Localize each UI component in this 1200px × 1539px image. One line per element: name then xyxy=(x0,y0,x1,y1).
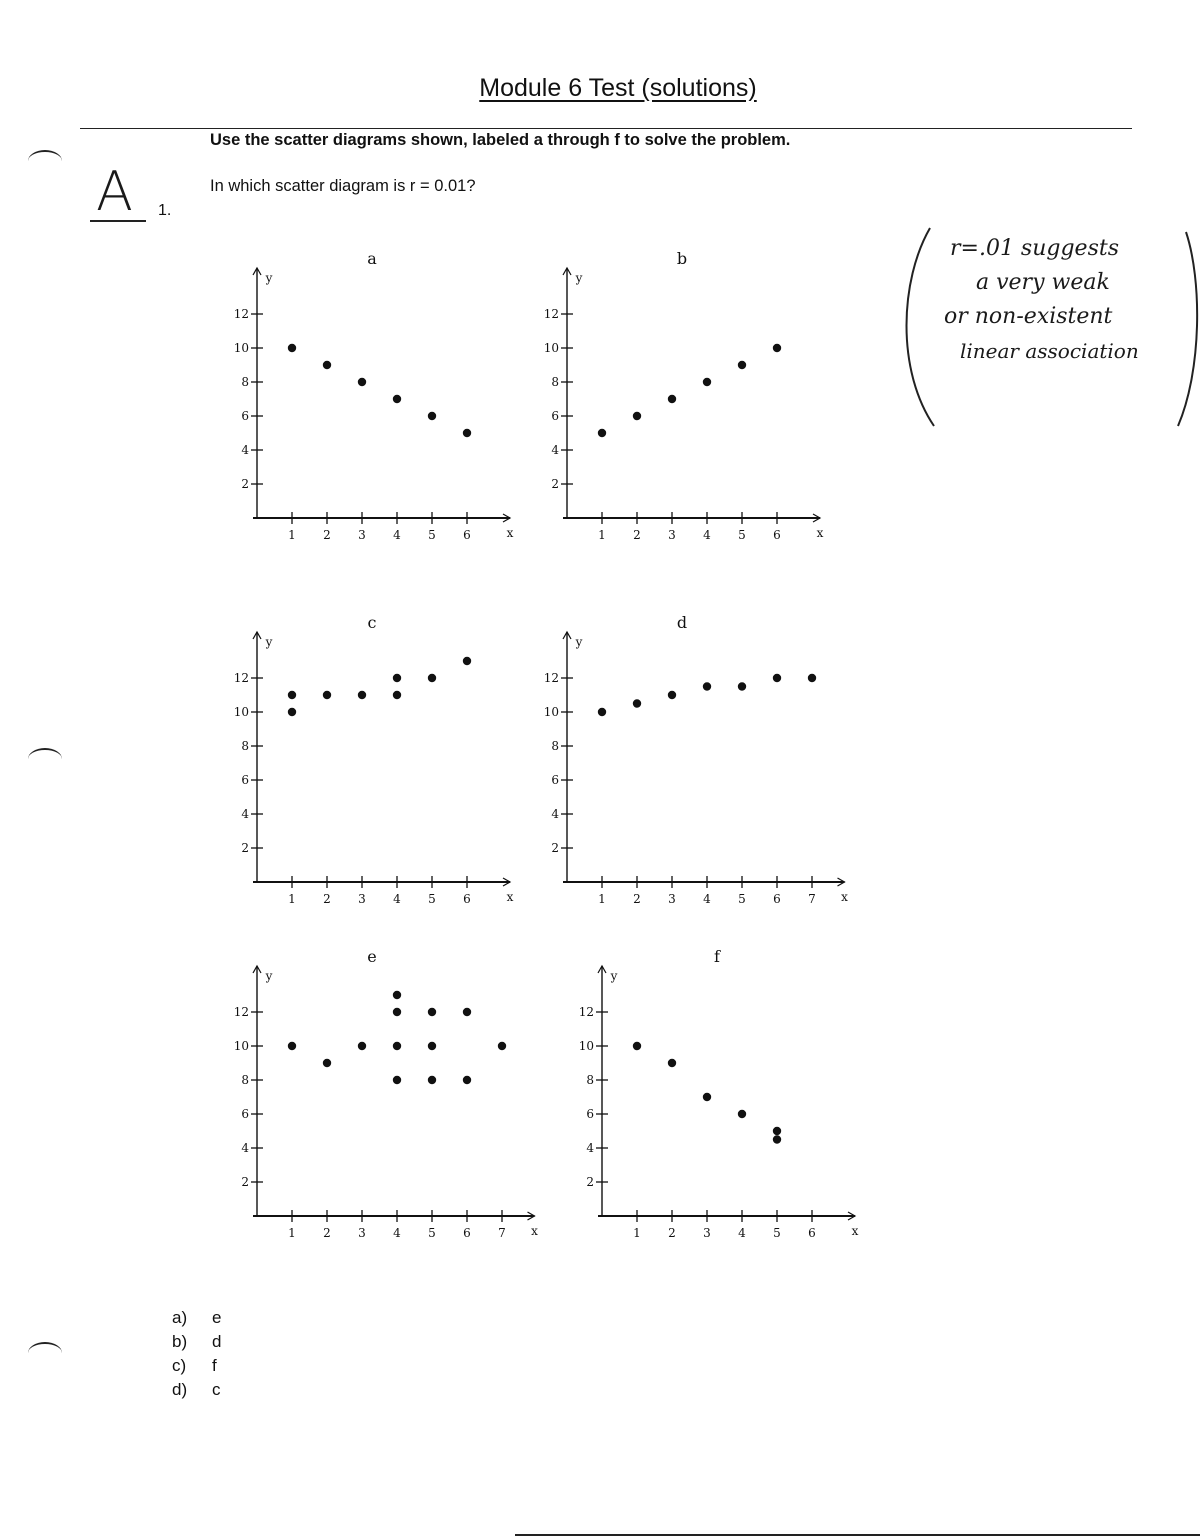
x-tick-label: 4 xyxy=(703,892,711,906)
data-point xyxy=(463,657,471,665)
x-tick-label: 5 xyxy=(738,892,746,906)
question-number: 1. xyxy=(158,202,172,219)
x-tick-label: 7 xyxy=(498,1226,506,1240)
data-point xyxy=(738,1110,746,1118)
y-tick-label: 12 xyxy=(578,1005,594,1019)
data-point xyxy=(498,1042,506,1050)
data-point xyxy=(703,682,711,690)
choice-d[interactable] xyxy=(172,1378,221,1402)
scatter-plot-f xyxy=(560,938,880,1248)
x-tick-label: 4 xyxy=(393,892,401,906)
data-point xyxy=(598,429,606,437)
y-tick-label: 10 xyxy=(233,705,249,719)
x-tick-label: 5 xyxy=(738,528,746,542)
note-line: a very weak xyxy=(976,270,1110,295)
data-point xyxy=(428,674,436,682)
data-point xyxy=(428,1076,436,1084)
note-line: linear association xyxy=(960,339,1139,363)
data-point xyxy=(773,1127,781,1135)
y-tick-label: 4 xyxy=(241,443,249,457)
y-tick-label: 2 xyxy=(586,1175,594,1189)
x-tick-label: 3 xyxy=(358,892,366,906)
x-tick-label: 5 xyxy=(428,528,436,542)
data-point xyxy=(773,344,781,352)
y-tick-label: 10 xyxy=(543,705,559,719)
x-tick-label: 1 xyxy=(288,892,296,906)
y-tick-label: 10 xyxy=(543,341,559,355)
y-tick-label: 6 xyxy=(586,1107,594,1121)
x-tick-label: 5 xyxy=(428,1226,436,1240)
data-point xyxy=(703,1093,711,1101)
data-point xyxy=(393,1008,401,1016)
data-point xyxy=(393,395,401,403)
x-tick-label: 7 xyxy=(808,892,816,906)
data-point xyxy=(598,708,606,716)
data-point xyxy=(428,1008,436,1016)
x-tick-label: 4 xyxy=(393,528,401,542)
y-tick-label: 12 xyxy=(543,307,559,321)
y-tick-label: 6 xyxy=(241,409,249,423)
page-title: Module 6 Test (solutions) xyxy=(479,74,757,102)
y-tick-label: 2 xyxy=(241,477,249,491)
x-tick-label: 6 xyxy=(463,1226,471,1240)
data-point xyxy=(288,344,296,352)
scatter-plot-a xyxy=(215,240,535,550)
x-axis-label: x xyxy=(531,1224,538,1238)
data-point xyxy=(428,412,436,420)
x-tick-label: 2 xyxy=(323,528,331,542)
choice-b[interactable] xyxy=(172,1330,221,1354)
x-tick-label: 6 xyxy=(773,892,781,906)
y-tick-label: 10 xyxy=(233,1039,249,1053)
choice-value: c xyxy=(212,1380,221,1399)
choice-label: c) xyxy=(172,1356,187,1375)
data-point xyxy=(358,378,366,386)
instructions: Use the scatter diagrams shown, labeled a through f to solve the problem. xyxy=(210,131,791,149)
y-tick-label: 6 xyxy=(241,1107,249,1121)
y-axis-label: y xyxy=(265,271,273,285)
punch-hole-mark xyxy=(28,1342,62,1364)
y-tick-label: 8 xyxy=(241,1073,249,1087)
y-axis-label: y xyxy=(265,635,273,649)
choice-value: e xyxy=(212,1308,222,1327)
plot-title: c xyxy=(367,613,377,632)
x-tick-label: 1 xyxy=(633,1226,641,1240)
y-tick-label: 8 xyxy=(241,739,249,753)
y-axis-label: y xyxy=(610,969,618,983)
y-tick-label: 6 xyxy=(241,773,249,787)
data-point xyxy=(393,1042,401,1050)
data-point xyxy=(323,361,331,369)
answer-choices xyxy=(172,1306,221,1402)
x-tick-label: 1 xyxy=(288,528,296,542)
scatter-plot-c xyxy=(215,604,535,914)
x-tick-label: 6 xyxy=(773,528,781,542)
y-tick-label: 4 xyxy=(241,807,249,821)
plot-title: f xyxy=(714,947,720,966)
y-tick-label: 6 xyxy=(551,773,559,787)
note-line: or non-existent xyxy=(944,304,1113,329)
data-point xyxy=(393,1076,401,1084)
data-point xyxy=(633,1042,641,1050)
choice-label: d) xyxy=(172,1380,188,1399)
choice-value: d xyxy=(212,1332,222,1351)
data-point xyxy=(633,699,641,707)
x-axis-label: x xyxy=(506,526,514,540)
y-tick-label: 8 xyxy=(241,375,249,389)
choice-value: f xyxy=(212,1356,217,1375)
y-tick-label: 4 xyxy=(241,1141,249,1155)
y-tick-label: 8 xyxy=(586,1073,594,1087)
punch-hole-mark xyxy=(28,150,62,172)
y-tick-label: 2 xyxy=(551,477,559,491)
y-tick-label: 6 xyxy=(551,409,559,423)
data-point xyxy=(463,1008,471,1016)
x-tick-label: 1 xyxy=(598,528,606,542)
data-point xyxy=(358,691,366,699)
y-tick-label: 12 xyxy=(233,671,249,685)
x-tick-label: 3 xyxy=(668,892,676,906)
y-tick-label: 2 xyxy=(241,1175,249,1189)
scatter-plot-b xyxy=(525,240,845,550)
y-tick-label: 10 xyxy=(578,1039,594,1053)
scatter-plot-d xyxy=(525,604,865,914)
data-point xyxy=(738,682,746,690)
x-axis-label: x xyxy=(816,526,824,540)
x-tick-label: 2 xyxy=(323,1226,331,1240)
x-tick-label: 3 xyxy=(358,1226,366,1240)
x-axis-label: x xyxy=(851,1224,859,1238)
plot-title: a xyxy=(367,249,377,268)
data-point xyxy=(668,691,676,699)
x-tick-label: 6 xyxy=(463,892,471,906)
x-tick-label: 3 xyxy=(358,528,366,542)
data-point xyxy=(668,1059,676,1067)
y-tick-label: 8 xyxy=(551,739,559,753)
left-paren xyxy=(907,228,935,426)
y-tick-label: 10 xyxy=(233,341,249,355)
y-axis-label: y xyxy=(575,635,583,649)
y-tick-label: 2 xyxy=(551,841,559,855)
note-line: r=.01 suggests xyxy=(950,236,1119,261)
data-point xyxy=(358,1042,366,1050)
header-divider xyxy=(80,128,1132,129)
answer-blank xyxy=(90,220,146,222)
y-axis-label: y xyxy=(575,271,583,285)
data-point xyxy=(808,674,816,682)
margin-note xyxy=(944,232,1190,368)
data-point xyxy=(633,412,641,420)
y-tick-label: 12 xyxy=(233,307,249,321)
plot-title: d xyxy=(676,613,688,632)
data-point xyxy=(463,429,471,437)
footer-rule xyxy=(515,1534,1200,1536)
question-text: In which scatter diagram is r = 0.01? xyxy=(210,177,476,195)
y-tick-label: 8 xyxy=(551,375,559,389)
y-tick-label: 2 xyxy=(241,841,249,855)
x-tick-label: 3 xyxy=(703,1226,711,1240)
x-tick-label: 4 xyxy=(703,528,711,542)
x-tick-label: 5 xyxy=(773,1226,781,1240)
handwritten-answer: A xyxy=(96,160,133,223)
data-point xyxy=(288,1042,296,1050)
data-point xyxy=(393,691,401,699)
y-tick-label: 4 xyxy=(551,807,559,821)
y-axis-label: y xyxy=(265,969,273,983)
data-point xyxy=(393,674,401,682)
data-point xyxy=(288,691,296,699)
plot-title: b xyxy=(676,249,688,268)
data-point xyxy=(668,395,676,403)
data-point xyxy=(288,708,296,716)
x-tick-label: 2 xyxy=(633,892,641,906)
x-tick-label: 3 xyxy=(668,528,676,542)
x-tick-label: 4 xyxy=(738,1226,746,1240)
data-point xyxy=(773,674,781,682)
scatter-plot-e xyxy=(215,938,555,1248)
data-point xyxy=(773,1135,781,1143)
y-tick-label: 4 xyxy=(586,1141,594,1155)
data-point xyxy=(323,1059,331,1067)
x-tick-label: 4 xyxy=(393,1226,401,1240)
choice-c[interactable] xyxy=(172,1354,221,1378)
x-tick-label: 1 xyxy=(598,892,606,906)
choice-label: a) xyxy=(172,1308,188,1327)
choice-a[interactable] xyxy=(172,1306,221,1330)
x-tick-label: 1 xyxy=(288,1226,296,1240)
choice-label: b) xyxy=(172,1332,188,1351)
plot-title: e xyxy=(367,947,377,966)
data-point xyxy=(738,361,746,369)
y-tick-label: 12 xyxy=(233,1005,249,1019)
punch-hole-mark xyxy=(28,748,62,770)
data-point xyxy=(703,378,711,386)
data-point xyxy=(428,1042,436,1050)
y-tick-label: 4 xyxy=(551,443,559,457)
y-tick-label: 12 xyxy=(543,671,559,685)
x-tick-label: 5 xyxy=(428,892,436,906)
data-point xyxy=(323,691,331,699)
x-tick-label: 2 xyxy=(323,892,331,906)
x-tick-label: 2 xyxy=(633,528,641,542)
x-tick-label: 6 xyxy=(463,528,471,542)
x-axis-label: x xyxy=(506,890,514,904)
data-point xyxy=(393,991,401,999)
data-point xyxy=(463,1076,471,1084)
x-tick-label: 6 xyxy=(808,1226,816,1240)
x-axis-label: x xyxy=(841,890,848,904)
x-tick-label: 2 xyxy=(668,1226,676,1240)
